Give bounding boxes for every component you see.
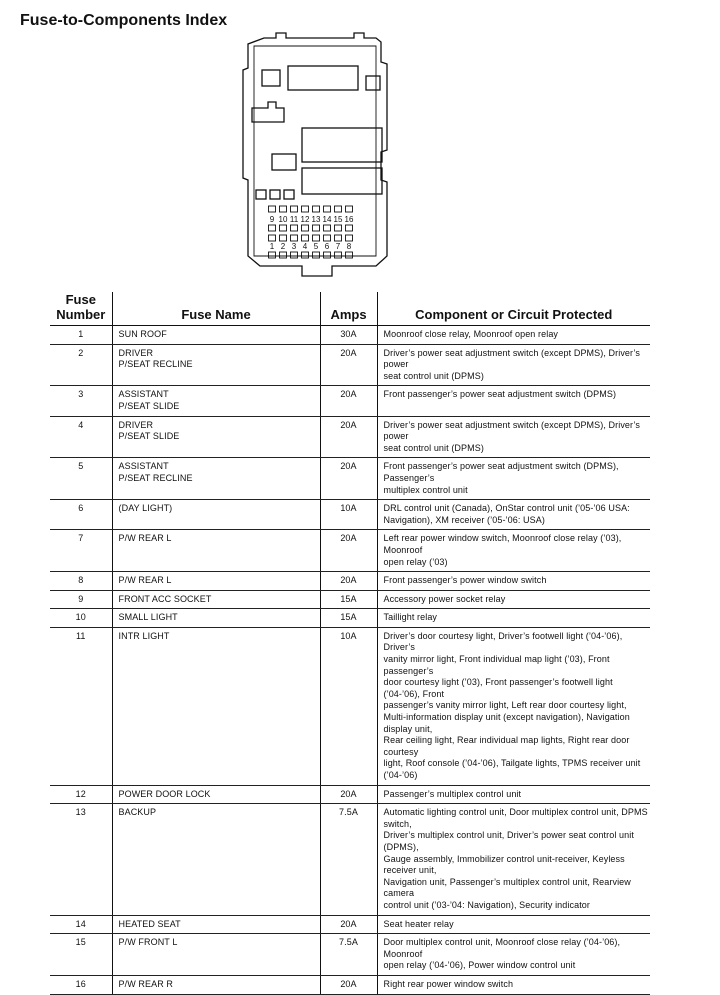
table-row (50, 344, 650, 386)
fuse-name-cell: INTR LIGHT (112, 627, 320, 785)
fuse-slot (346, 206, 353, 212)
fuse-name-cell: HEATED SEAT (112, 915, 320, 934)
fuse-slot-label: 2 (280, 242, 286, 251)
component-cell: Accessory power socket relay (377, 590, 650, 609)
fuse-number-cell: 15 (50, 934, 112, 976)
fuse-number-cell: 9 (50, 590, 112, 609)
fuse-slot (302, 252, 309, 258)
component-cell: Driver’s door courtesy light, Driver’s footwell light (’04-’06), Driver’s vanity mirror light, Front individual map light (’03), Front passenger’s door courtesy light (’03), Front passenger’s footwell light (’04-’06), Front passenger’s vanity mirror light, Left rear door courtesy light, Multi-information display unit (except navigation), Navigation display unit, Rear ceiling light, Rear individual map lights, Right rear door courtesy light, Roof console (’04-’06), Tailgate lights, TPMS receiver unit (’04-’06) (377, 627, 650, 785)
table-header-row (50, 292, 650, 326)
fuse-name-cell: SMALL LIGHT (112, 609, 320, 628)
component-cell: Driver’s power seat adjustment switch (except DPMS), Driver’s power seat control unit (DPMS) (377, 344, 650, 386)
component-cell: Right rear power window switch (377, 975, 650, 994)
table-row (50, 386, 650, 416)
fuse-slot (313, 252, 320, 258)
fuse-number-cell: 3 (50, 386, 112, 416)
component-cell: Taillight relay (377, 609, 650, 628)
fuse-slot (269, 235, 276, 241)
fuse-name-cell: SUN ROOF (112, 326, 320, 345)
fuse-slot-label: 12 (300, 215, 310, 224)
amps-cell: 15A (320, 590, 377, 609)
fuse-slot (324, 206, 331, 212)
fuse-number-cell: 16 (50, 975, 112, 994)
table-row (50, 590, 650, 609)
table-row (50, 500, 650, 530)
fuse-number-cell: 7 (50, 530, 112, 572)
fuse-name-cell: P/W FRONT L (112, 934, 320, 976)
fuse-slot-label: 6 (324, 242, 330, 251)
fuse-number-cell: 13 (50, 804, 112, 915)
fuse-number-cell: 11 (50, 627, 112, 785)
component-cell: Door multiplex control unit, Moonroof close relay (’04-’06), Moonroof open relay (’04-’06), Power window control unit (377, 934, 650, 976)
amps-cell: 15A (320, 609, 377, 628)
fuse-name-cell: ASSISTANT P/SEAT RECLINE (112, 458, 320, 500)
fuse-name-cell: P/W REAR R (112, 975, 320, 994)
header-amps: Amps (320, 292, 377, 326)
amps-cell: 30A (320, 326, 377, 345)
amps-cell: 20A (320, 915, 377, 934)
fuse-slot (291, 225, 298, 231)
table-row (50, 609, 650, 628)
fuse-name-cell: ASSISTANT P/SEAT SLIDE (112, 386, 320, 416)
fuse-slot (335, 225, 342, 231)
fuse-slot (324, 235, 331, 241)
fuse-box-diagram (236, 30, 402, 282)
fuse-slot (280, 206, 287, 212)
fuse-name-cell: (DAY LIGHT) (112, 500, 320, 530)
amps-cell: 20A (320, 344, 377, 386)
fuse-slot (291, 206, 298, 212)
fuse-slot-label: 10 (278, 215, 288, 224)
fuse-number-cell: 8 (50, 572, 112, 591)
fuse-slot (280, 252, 287, 258)
fuse-slot (302, 206, 309, 212)
component-cell: Seat heater relay (377, 915, 650, 934)
fuse-slot-label: 7 (335, 242, 341, 251)
amps-cell: 20A (320, 386, 377, 416)
header-fuse-name: Fuse Name (112, 292, 320, 326)
fuse-name-cell: BACKUP (112, 804, 320, 915)
table-row (50, 572, 650, 591)
fuse-slot (335, 206, 342, 212)
fuse-slot (302, 235, 309, 241)
fuse-number-cell: 12 (50, 785, 112, 804)
amps-cell: 10A (320, 627, 377, 785)
fuse-slot-label: 16 (344, 215, 354, 224)
component-cell: DRL control unit (Canada), OnStar control unit (’05-’06 USA: Navigation), XM receiver (’05-’06: USA) (377, 500, 650, 530)
fuse-slot (313, 225, 320, 231)
component-cell: Passenger’s multiplex control unit (377, 785, 650, 804)
amps-cell: 20A (320, 785, 377, 804)
fuse-slot-label: 9 (269, 215, 275, 224)
fuse-slot (280, 235, 287, 241)
table-row (50, 915, 650, 934)
fuse-slot-label: 14 (322, 215, 332, 224)
amps-cell: 20A (320, 416, 377, 458)
fuse-slot-label: 13 (311, 215, 321, 224)
header-component: Component or Circuit Protected (377, 292, 650, 326)
fuse-number-cell: 2 (50, 344, 112, 386)
table-row (50, 934, 650, 976)
fuse-slot (324, 252, 331, 258)
component-cell: Front passenger’s power seat adjustment switch (DPMS) (377, 386, 650, 416)
fuse-slot-label: 15 (333, 215, 343, 224)
fuse-slot-label: 3 (291, 242, 297, 251)
amps-cell: 7.5A (320, 804, 377, 915)
fuse-slot (335, 252, 342, 258)
fuse-slot-label: 5 (313, 242, 319, 251)
component-cell: Driver’s power seat adjustment switch (except DPMS), Driver’s power seat control unit (DPMS) (377, 416, 650, 458)
page-title: Fuse-to-Components Index (20, 12, 228, 29)
amps-cell: 20A (320, 458, 377, 500)
fuse-name-cell: DRIVER P/SEAT SLIDE (112, 416, 320, 458)
table-row (50, 804, 650, 915)
fuse-slot-label: 8 (346, 242, 352, 251)
fuse-slot (269, 206, 276, 212)
fuse-name-cell: POWER DOOR LOCK (112, 785, 320, 804)
table-row (50, 975, 650, 994)
fuse-slot (313, 235, 320, 241)
table-row (50, 458, 650, 500)
fuse-slot (280, 225, 287, 231)
fuse-slot-label: 1 (269, 242, 275, 251)
amps-cell: 20A (320, 530, 377, 572)
table-row (50, 627, 650, 785)
fuse-name-cell: FRONT ACC SOCKET (112, 590, 320, 609)
table-row (50, 530, 650, 572)
fuse-slot (346, 235, 353, 241)
fuse-table (50, 292, 650, 995)
component-cell: Automatic lighting control unit, Door multiplex control unit, DPMS switch, Driver’s multiplex control unit, Driver’s power seat control unit (DPMS), Gauge assembly, Immobilizer control unit-receiver, Keyless receiver unit, Navigation unit, Passenger’s multiplex control unit, Rearview camera control unit (’03-’04: Navigation), Security indicator (377, 804, 650, 915)
fuse-slot (335, 235, 342, 241)
fuse-number-cell: 5 (50, 458, 112, 500)
component-cell: Left rear power window switch, Moonroof close relay (’03), Moonroof open relay (’03) (377, 530, 650, 572)
fuse-slot-label: 4 (302, 242, 308, 251)
fuse-number-cell: 4 (50, 416, 112, 458)
amps-cell: 7.5A (320, 934, 377, 976)
component-cell: Front passenger’s power window switch (377, 572, 650, 591)
fuse-slot (291, 235, 298, 241)
amps-cell: 10A (320, 500, 377, 530)
fuse-slot (346, 252, 353, 258)
fuse-number-cell: 6 (50, 500, 112, 530)
fuse-number-cell: 14 (50, 915, 112, 934)
fuse-name-cell: P/W REAR L (112, 572, 320, 591)
table-row (50, 326, 650, 345)
fuse-slot (324, 225, 331, 231)
fuse-slot (269, 252, 276, 258)
table-row (50, 785, 650, 804)
fuse-number-cell: 10 (50, 609, 112, 628)
component-cell: Moonroof close relay, Moonroof open relay (377, 326, 650, 345)
fuse-slot (269, 225, 276, 231)
fuse-name-cell: P/W REAR L (112, 530, 320, 572)
component-cell: Front passenger’s power seat adjustment switch (DPMS), Passenger’s multiplex control unit (377, 458, 650, 500)
table-row (50, 416, 650, 458)
fuse-slot (302, 225, 309, 231)
fuse-slot (313, 206, 320, 212)
fuse-slot-label: 11 (289, 215, 299, 224)
fuse-slot (346, 225, 353, 231)
fuse-slot (291, 252, 298, 258)
fuse-number-cell: 1 (50, 326, 112, 345)
header-fuse-number: Fuse Number (50, 292, 112, 326)
fuse-name-cell: DRIVER P/SEAT RECLINE (112, 344, 320, 386)
amps-cell: 20A (320, 975, 377, 994)
amps-cell: 20A (320, 572, 377, 591)
